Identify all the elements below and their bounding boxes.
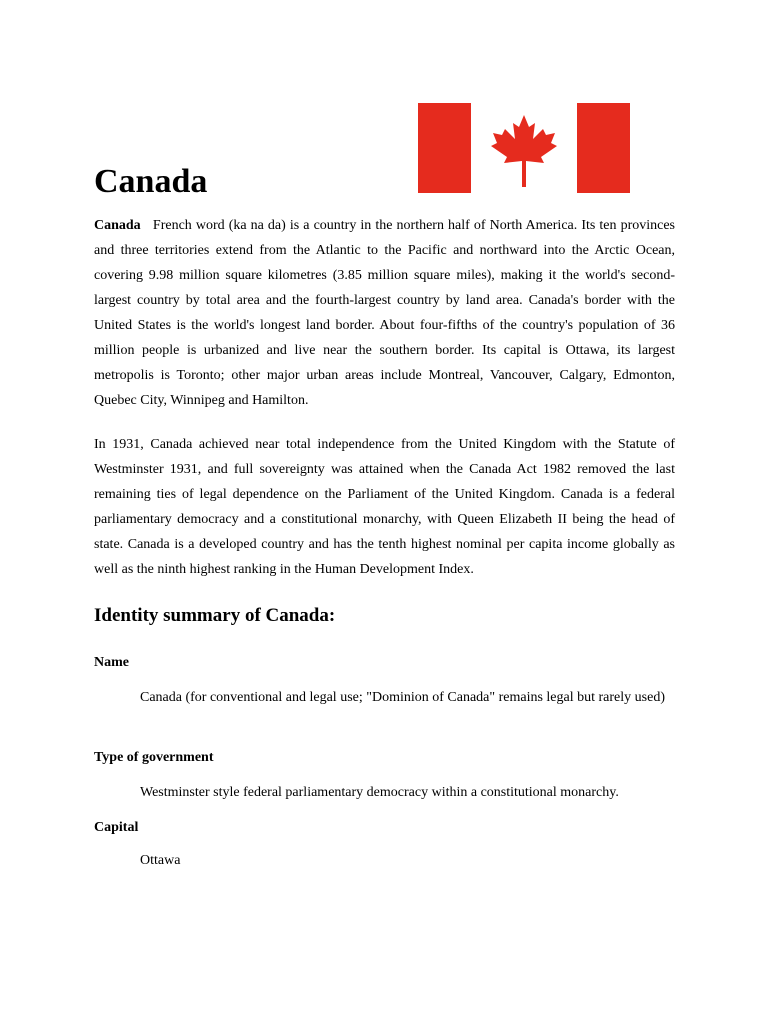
maple-leaf-icon — [471, 103, 577, 193]
document-title: Canada — [94, 163, 208, 200]
field-label-capital: Capital — [94, 820, 139, 835]
field-value-name: Canada (for conventional and legal use; "Dominion of Canada" remains legal but rarely used) — [140, 690, 665, 705]
history-paragraph: In 1931, Canada achieved near total independence from the United Kingdom with the Statute of Westminster 1931, and full sovereignty was attained when the Canada Act 1982 removed the last remaining ties of legal dependence on the Parliament of the United Kingdom. Canada is a federal parliamentary democracy and a constitutional monarchy, with Queen Elizabeth II being the head of state. Canada is a developed country and has the tenth highest nominal per capita income globally as well as the ninth highest ranking in the Human Development Index. — [94, 437, 675, 577]
field-value-capital: Ottawa — [140, 853, 181, 868]
flag-left-band — [418, 103, 471, 193]
field-label-name: Name — [94, 655, 129, 670]
field-value-government: Westminster style federal parliamentary democracy within a constitutional monarchy. — [140, 785, 619, 800]
field-label-government: Type of government — [94, 750, 214, 765]
intro-text: French word (ka na da) is a country in the northern half of North America. Its ten provinces and three territories extend from the Atlantic to the Pacific and northward into the Arctic Ocean, covering 9.98 million square kilometres (3.85 million square miles), making it the world's second-largest country by total area and the fourth-largest country by land area. Canada's border with the United States is the world's longest land border. About four-fifths of the country's population of 36 million people is urbanized and live near the southern border. Its capital is Ottawa, its largest metropolis is Toronto; other major urban areas include Montreal, Vancouver, Calgary, Edmonton, Quebec City, Winnipeg and Hamilton. — [94, 218, 675, 408]
flag-right-band — [577, 103, 630, 193]
section-title: Identity summary of Canada: — [94, 605, 336, 626]
intro-lead-word: Canada — [94, 218, 141, 233]
canada-flag-icon — [418, 103, 630, 193]
intro-paragraph — [94, 213, 675, 413]
